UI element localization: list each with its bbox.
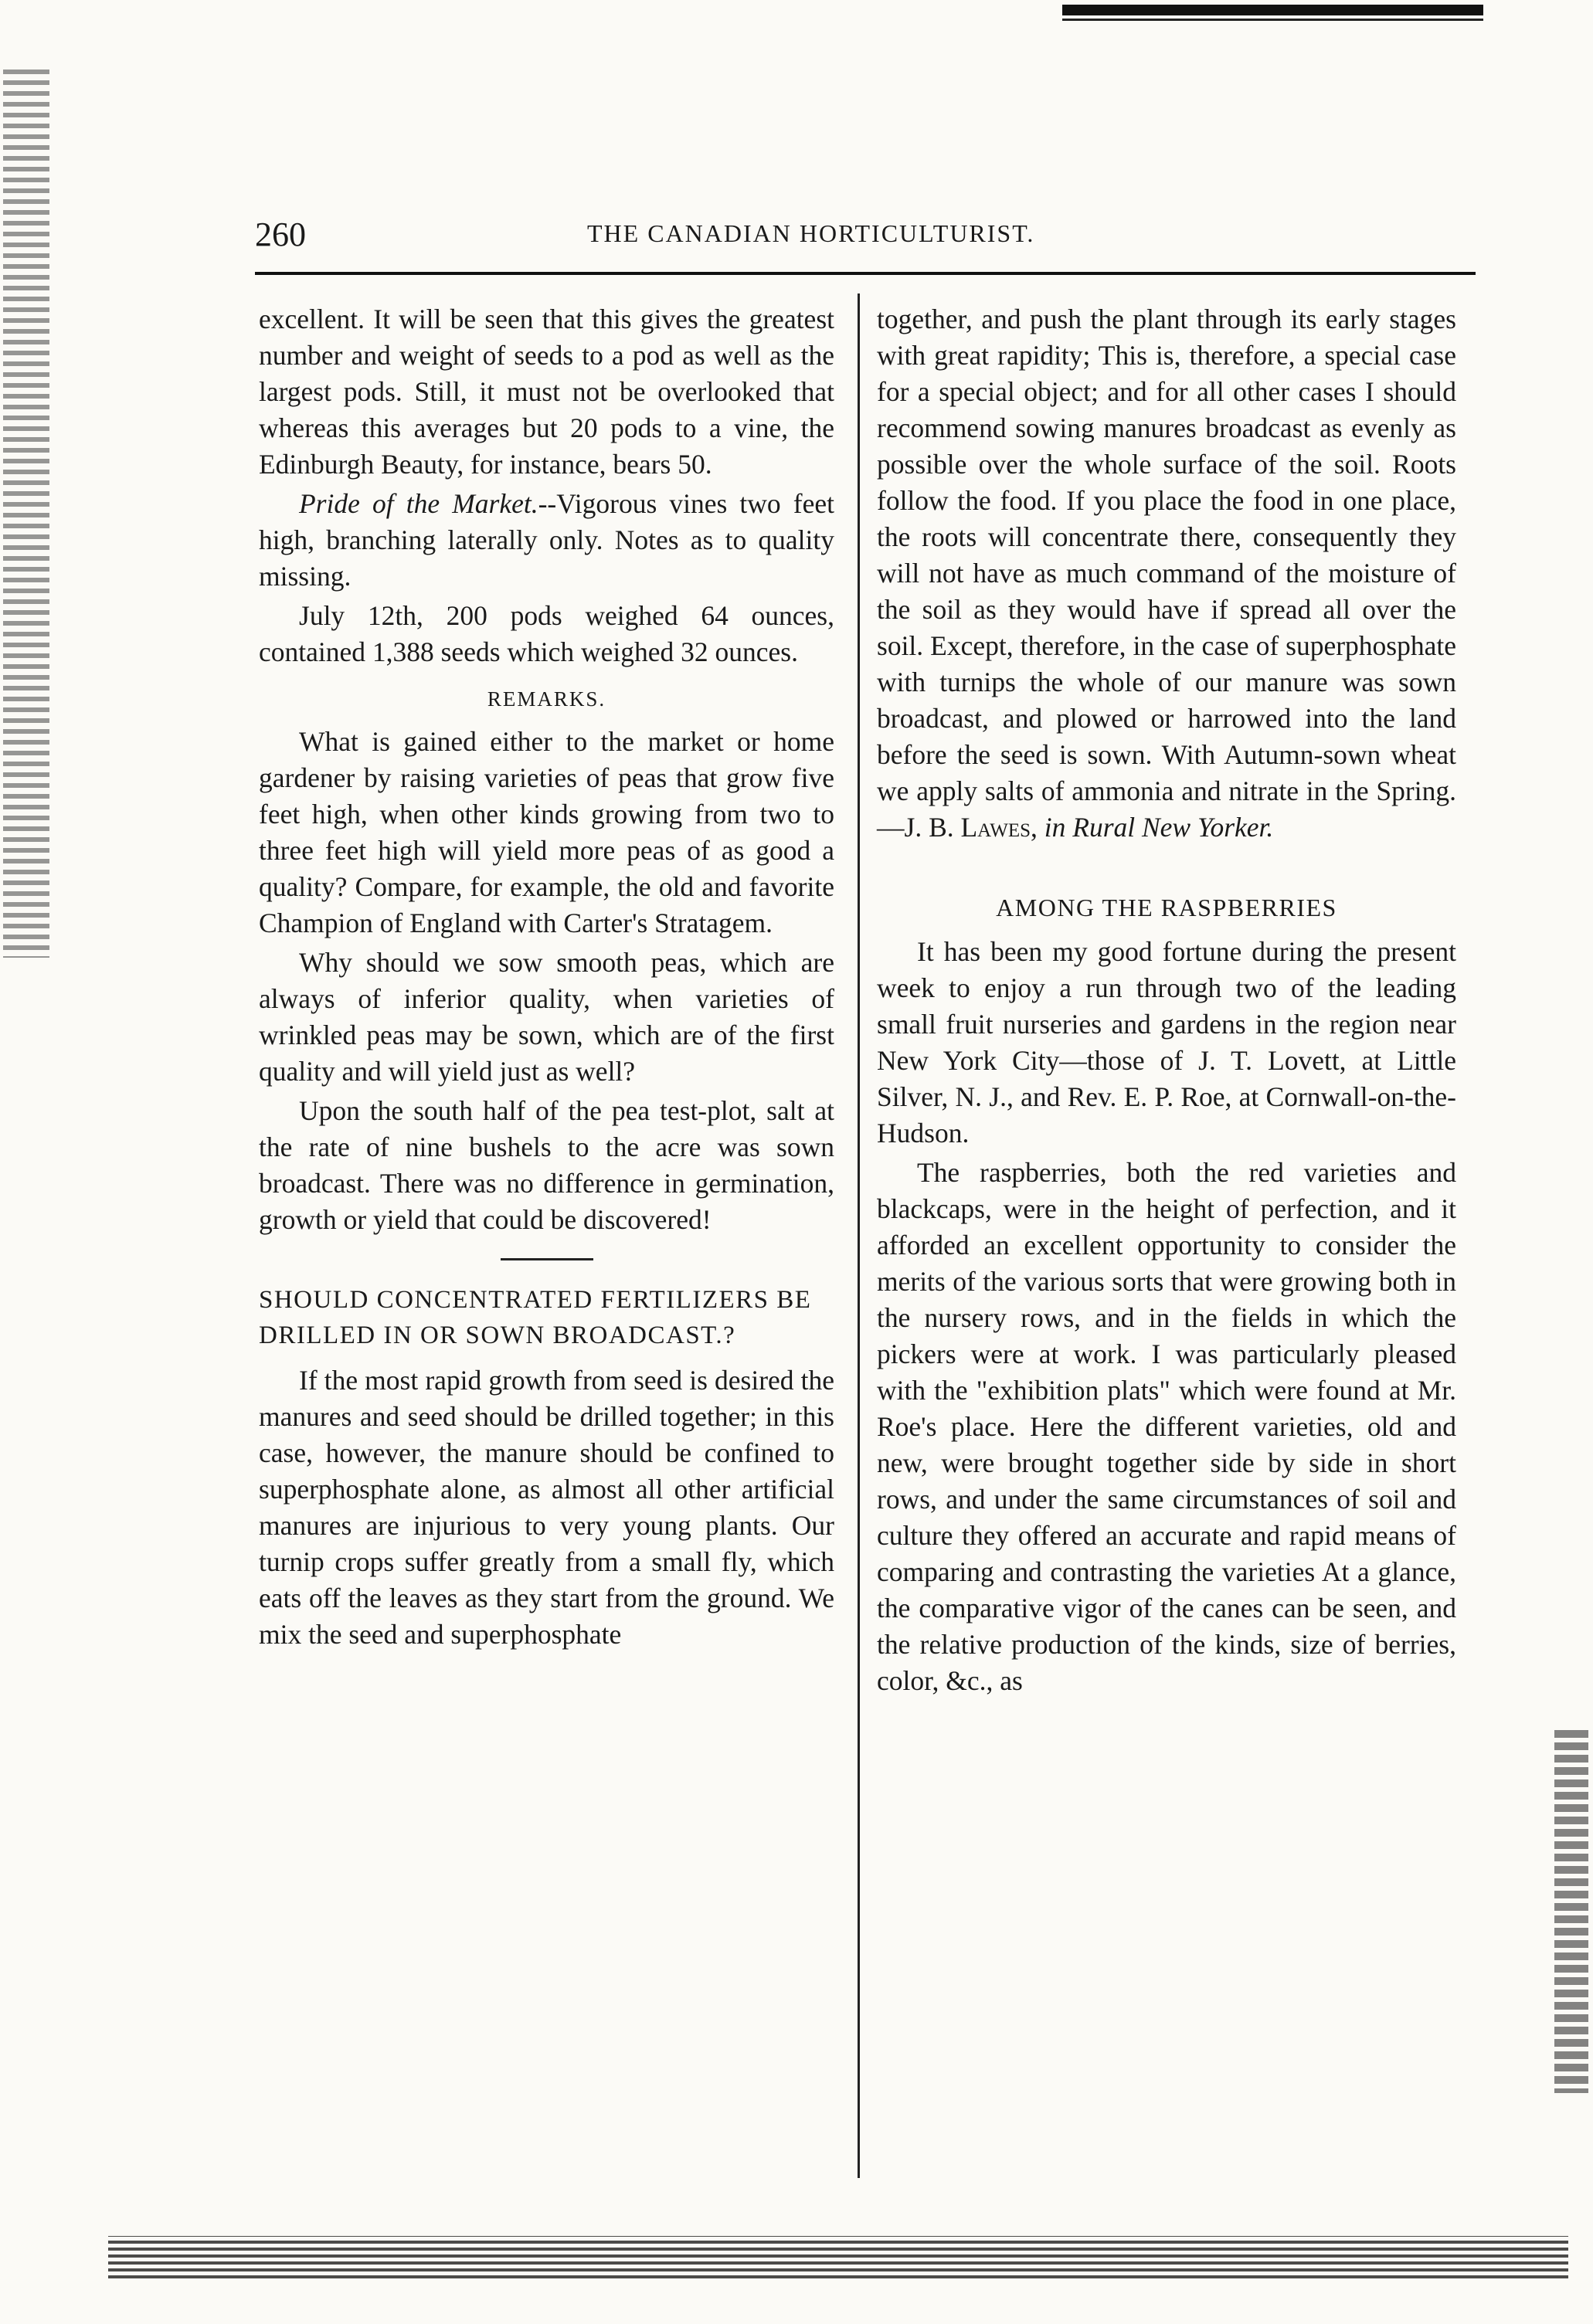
top-border-rule-thin xyxy=(1062,19,1483,21)
section-separator xyxy=(501,1258,593,1260)
right-column xyxy=(877,301,1456,1699)
left-column xyxy=(259,301,834,1653)
paragraph: If the most rapid growth from seed is desired the manures and seed should be drilled together; in this case, however, the manure should be confined to superphosphate alone, as almost all other artificial manures are injurious to very young plants. Our turnip crops suffer greatly from a small fly, which eats off the leaves as they start from the ground. We mix the seed and superphosphate xyxy=(259,1365,834,1650)
paragraph-pride-of-market xyxy=(259,486,834,595)
section-heading-raspberries: AMONG THE RASPBERRIES xyxy=(996,894,1337,921)
section-separator xyxy=(1120,866,1213,868)
page-edge-marks xyxy=(1554,1730,1588,2093)
paragraph: It has been my good fortune during the present week to enjoy a run through two of the leading small fruit nurseries and gardens in the region near New York City—those of J. T. Lovett, at Little Silver, N. J., and Rev. E. P. Roe, at Cornwall-on-the-Hudson. xyxy=(877,936,1456,1148)
page-number: 260 xyxy=(255,215,306,253)
paragraph: Upon the south half of the pea test-plot, salt at the rate of nine bushels to the acre was sown broadcast. There was no difference in germination, growth or yield that could be discovered! xyxy=(259,1095,834,1235)
section-heading-fertilizers: SHOULD CONCENTRATED FERTILIZERS BE DRILLED IN OR SOWN BROADCAST.? xyxy=(259,1286,812,1349)
page-header xyxy=(255,215,1491,261)
paragraph: What is gained either to the market or home gardener by raising varieties of peas that grow five feet high, when other kinds growing from two to three feet high will yield more peas of as good a quality? Compare, for example, the old and favorite Champion of England with Carter's Stratagem. xyxy=(259,726,834,938)
paragraph: Why should we sow smooth peas, which are always of inferior quality, when varieties of wrinkled peas may be sown, which are of the first quality and will yield just as well? xyxy=(259,947,834,1087)
paragraph xyxy=(877,301,1456,846)
column-divider xyxy=(858,293,860,2178)
paragraph: The raspberries, both the red varieties and blackcaps, were in the height of perfection, and it afforded an excellent opportunity to consider the merits of the various sorts that were growing both in the nursery rows, and in the fields in which the pickers were at work. I was particularly pleased with the "exhibition plats" which were found at Mr. Roe's place. Here the different varieties, old and new, were brought together side by side in short rows, and under the same circumstances of soil and culture they offered an accurate and rapid means of comparing and contrasting the varieties At a glance, the comparative vigor of the canes can be seen, and the relative production of the kinds, size of berries, color, &c., as xyxy=(877,1157,1456,1696)
variety-notes: --Vigorous vines two feet high, branching laterally only. Notes as to quality missing. xyxy=(259,488,835,592)
running-title: THE CANADIAN HORTICULTURIST. xyxy=(587,219,1035,247)
paragraph-text: together, and push the plant through its early stages with great rapidity; This is, therefore, a special case for a special object; and for all other cases I should recommend sowing manures broadcast as evenly as possible over the whole surface of the soil. Roots follow the food. If you place the food in one place, the roots will concentrate there, consequently they will not have as much command of the moisture of the soil as they would have if spread all over the soil. Except, therefore, in the case of superphosphate with turnips the whole of our manure was sown broadcast, and plowed or harrowed into the land before the seed is sown. With Autumn-sown wheat we apply salts of ammonia and nitrate in the Spring. xyxy=(877,304,1456,806)
attribution-source: in Rural New Yorker. xyxy=(1044,812,1274,843)
attribution-author: —J. B. Lawes, xyxy=(877,812,1038,843)
page-binding-edge xyxy=(3,70,49,958)
paragraph: July 12th, 200 pods weighed 64 ounces, contained 1,388 seeds which weighed 32 ounces. xyxy=(259,600,834,667)
bottom-border-rule xyxy=(108,2236,1568,2278)
header-rule xyxy=(255,272,1476,275)
variety-name: Pride of the Market. xyxy=(299,488,538,519)
paragraph: excellent. It will be seen that this gives the greatest number and weight of seeds to a pod as well as the largest pods. Still, it must not be overlooked that whereas this averages but 20 pods to a vine, the Edinburgh Beauty, for instance, bears 50. xyxy=(259,304,834,480)
remarks-heading: REMARKS. xyxy=(487,687,606,711)
top-border-rule xyxy=(1062,5,1483,15)
